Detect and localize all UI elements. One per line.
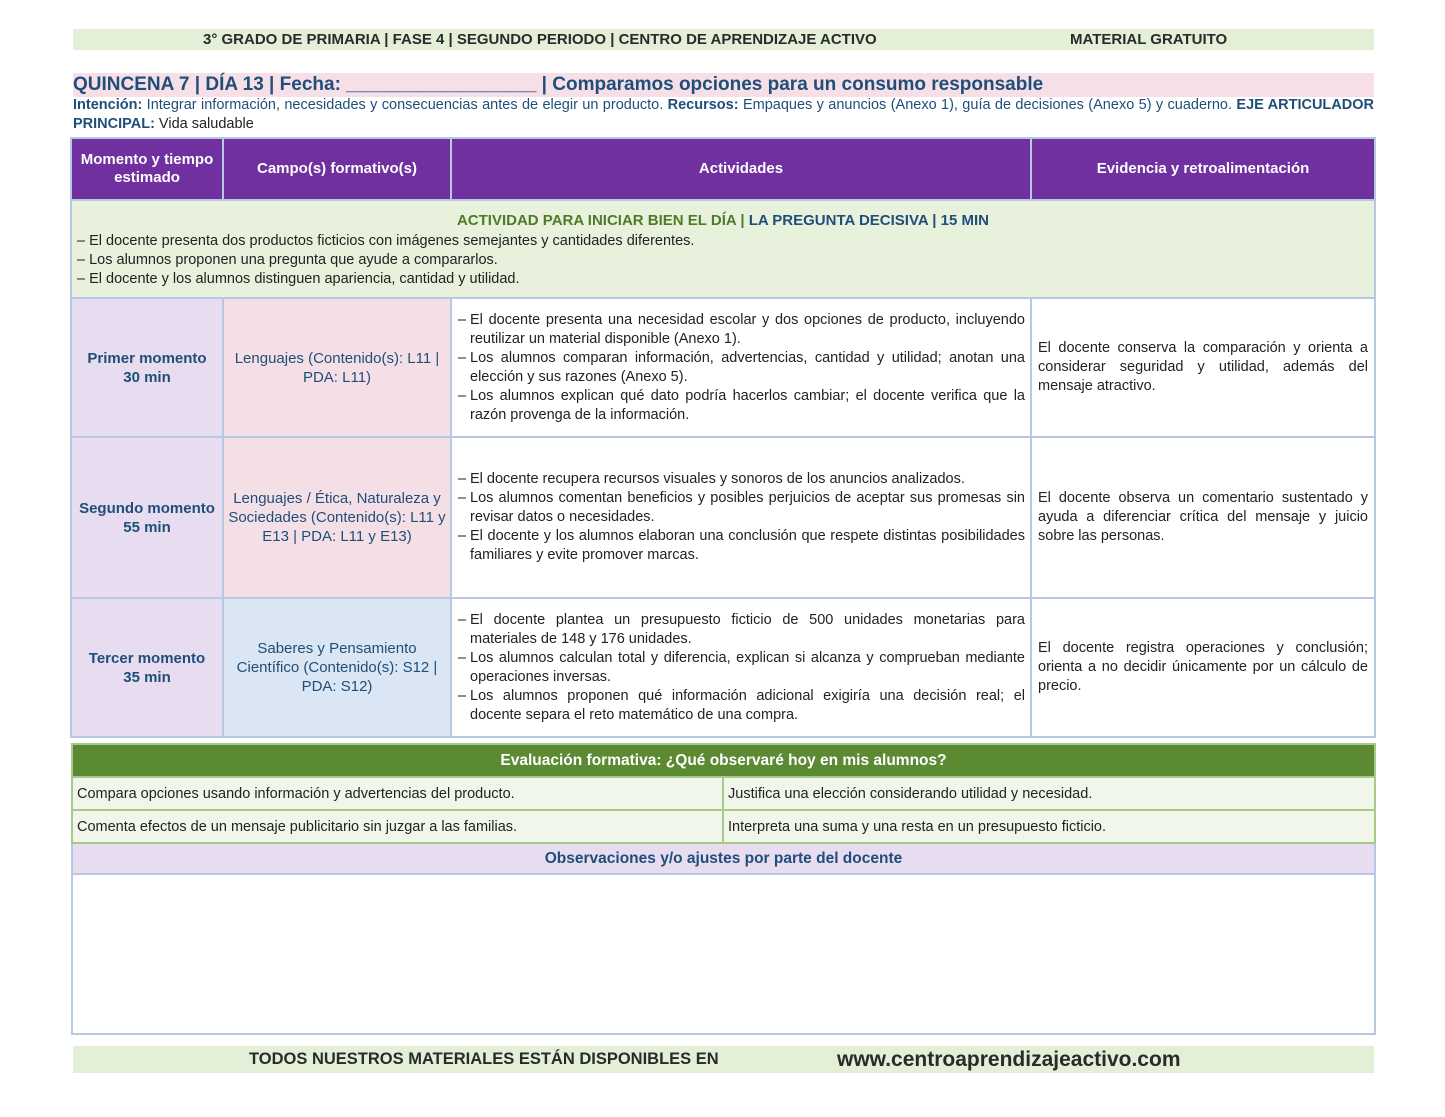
intent-text: Integrar información, necesidades y consecuencias antes de elegir un producto.: [142, 97, 668, 113]
evaluation-table: [71, 743, 1376, 1035]
start-title-green: ACTIVIDAD PARA INICIAR BIEN EL DÍA |: [456, 212, 749, 229]
activities-cell: [451, 598, 1031, 737]
campo-cell: Saberes y Pensamiento Científico (Contenido(s): S12 | PDA: S12): [223, 598, 451, 737]
start-line: – Los alumnos proponen una pregunta que ayude a compararlos.: [77, 252, 498, 268]
evaluation-header-row: [72, 744, 1375, 777]
activity-item: – Los alumnos explican qué dato podría hacerlos cambiar; el docente verifica que la razón provenga de la información.: [458, 387, 1025, 423]
moment-cell: [71, 598, 223, 737]
footer-text: TODOS NUESTROS MATERIALES ESTÁN DISPONIBLES EN: [249, 1050, 719, 1068]
activity-item: – El docente recupera recursos visuales y sonoros de los anuncios analizados.: [458, 471, 965, 487]
plan-header-row: [71, 138, 1375, 200]
evaluation-item: Comenta efectos de un mensaje publicitario sin juzgar a las familias.: [72, 810, 723, 843]
table-row: [71, 298, 1375, 437]
resources-text: Empaques y anuncios (Anexo 1), guía de decisiones (Anexo 5) y cuaderno.: [738, 97, 1237, 113]
start-line: – El docente presenta dos productos ficticios con imágenes semejantes y cantidades diferentes.: [77, 233, 695, 249]
moment-name: Tercer momento: [88, 649, 206, 667]
start-line: – El docente y los alumnos distinguen apariencia, cantidad y utilidad.: [77, 271, 520, 287]
evaluation-title: Evaluación formativa: ¿Qué observaré hoy en mis alumnos?: [72, 744, 1375, 777]
start-activity-row: [71, 200, 1375, 298]
moment-time: 35 min: [123, 668, 171, 686]
evaluation-row: [72, 810, 1375, 843]
campo-cell: Lenguajes / Ética, Naturaleza y Sociedades (Contenido(s): L11 y E13 | PDA: L11 y E13): [223, 437, 451, 598]
activity-item: – Los alumnos comparan información, advertencias, cantidad y utilidad; anotan una elección y sus razones (Anexo 5).: [458, 349, 1025, 385]
activity-item: – El docente presenta una necesidad escolar y dos opciones de producto, incluyendo reutilizar un material disponible (Anexo 1).: [458, 311, 1025, 347]
resources-label: Recursos:: [667, 97, 739, 113]
axis-label: EJE ARTICULADOR PRINCIPAL:: [73, 97, 1374, 132]
moment-cell: [71, 437, 223, 598]
activity-item: – Los alumnos proponen qué información adicional exigiría una decisión real; el docente separa el reto matemático de una compra.: [458, 687, 1025, 723]
header-campo: Campo(s) formativo(s): [223, 138, 451, 200]
start-activity-title: [77, 211, 1369, 231]
table-row: [71, 598, 1375, 737]
plan-table: [70, 137, 1376, 738]
footer-bar: [73, 1046, 1374, 1073]
intent-label: Intención:: [73, 97, 143, 113]
observations-header-row: [72, 843, 1375, 874]
campo-cell: Lenguajes (Contenido(s): L11 | PDA: L11): [223, 298, 451, 437]
start-title-blue: LA PREGUNTA DECISIVA | 15 MIN: [748, 212, 990, 229]
intent-paragraph: [73, 96, 1374, 134]
activity-item: – Los alumnos comentan beneficios y posibles perjuicios de aceptar sus promesas sin revisar datos o necesidades.: [458, 490, 1025, 525]
evaluation-item: Justifica una elección considerando utilidad y necesidad.: [723, 777, 1375, 810]
header-evidence: Evidencia y retroalimentación: [1031, 138, 1375, 200]
activity-item: – El docente y los alumnos elaboran una conclusión que respete distintas posibilidades familiares y evite promover marcas.: [458, 528, 1025, 563]
evaluation-row: [72, 777, 1375, 810]
activity-item: – El docente plantea un presupuesto ficticio de 500 unidades monetarias para materiales de 148 y 176 unidades.: [458, 611, 1025, 647]
header-free-material: MATERIAL GRATUITO: [1070, 31, 1228, 48]
header-bar: [73, 29, 1374, 50]
start-activity-cell: [71, 200, 1375, 298]
activity-item: – Los alumnos calculan total y diferencia, explican si alcanza y comprueban mediante operaciones inversas.: [458, 649, 1025, 685]
evidence-cell: El docente observa un comentario sustentado y ayuda a diferenciar crítica del mensaje y juicio sobre las personas.: [1031, 437, 1375, 598]
evaluation-item: Interpreta una suma y una resta en un presupuesto ficticio.: [723, 810, 1375, 843]
moment-name: Segundo momento: [79, 499, 215, 517]
evaluation-item: Compara opciones usando información y advertencias del producto.: [72, 777, 723, 810]
observations-area[interactable]: [72, 874, 1375, 1034]
moment-time: 30 min: [123, 368, 171, 386]
activities-cell: [451, 298, 1031, 437]
activities-cell: [451, 437, 1031, 598]
header-moment: Momento y tiempo estimado: [71, 138, 223, 200]
header-info: 3° GRADO DE PRIMARIA | FASE 4 | SEGUNDO PERIODO | CENTRO DE APRENDIZAJE ACTIVO: [203, 31, 877, 48]
header-activities: Actividades: [451, 138, 1031, 200]
observations-body-row: [72, 874, 1375, 1034]
evidence-cell: El docente registra operaciones y conclusión; orienta a no decidir únicamente por un cálculo de precio.: [1031, 598, 1375, 737]
observations-title: Observaciones y/o ajustes por parte del docente: [72, 843, 1375, 874]
page-title: QUINCENA 7 | DÍA 13 | Fecha: __________________ | Comparamos opciones para un consumo responsable: [73, 73, 1374, 97]
evidence-cell: El docente conserva la comparación y orienta a considerar seguridad y utilidad, además del mensaje atractivo.: [1031, 298, 1375, 437]
axis-text: Vida saludable: [154, 116, 254, 132]
table-row: [71, 437, 1375, 598]
footer-url[interactable]: www.centroaprendizajeactivo.com: [837, 1048, 1181, 1071]
moment-cell: [71, 298, 223, 437]
moment-name: Primer momento: [87, 349, 207, 367]
moment-time: 55 min: [123, 518, 171, 536]
